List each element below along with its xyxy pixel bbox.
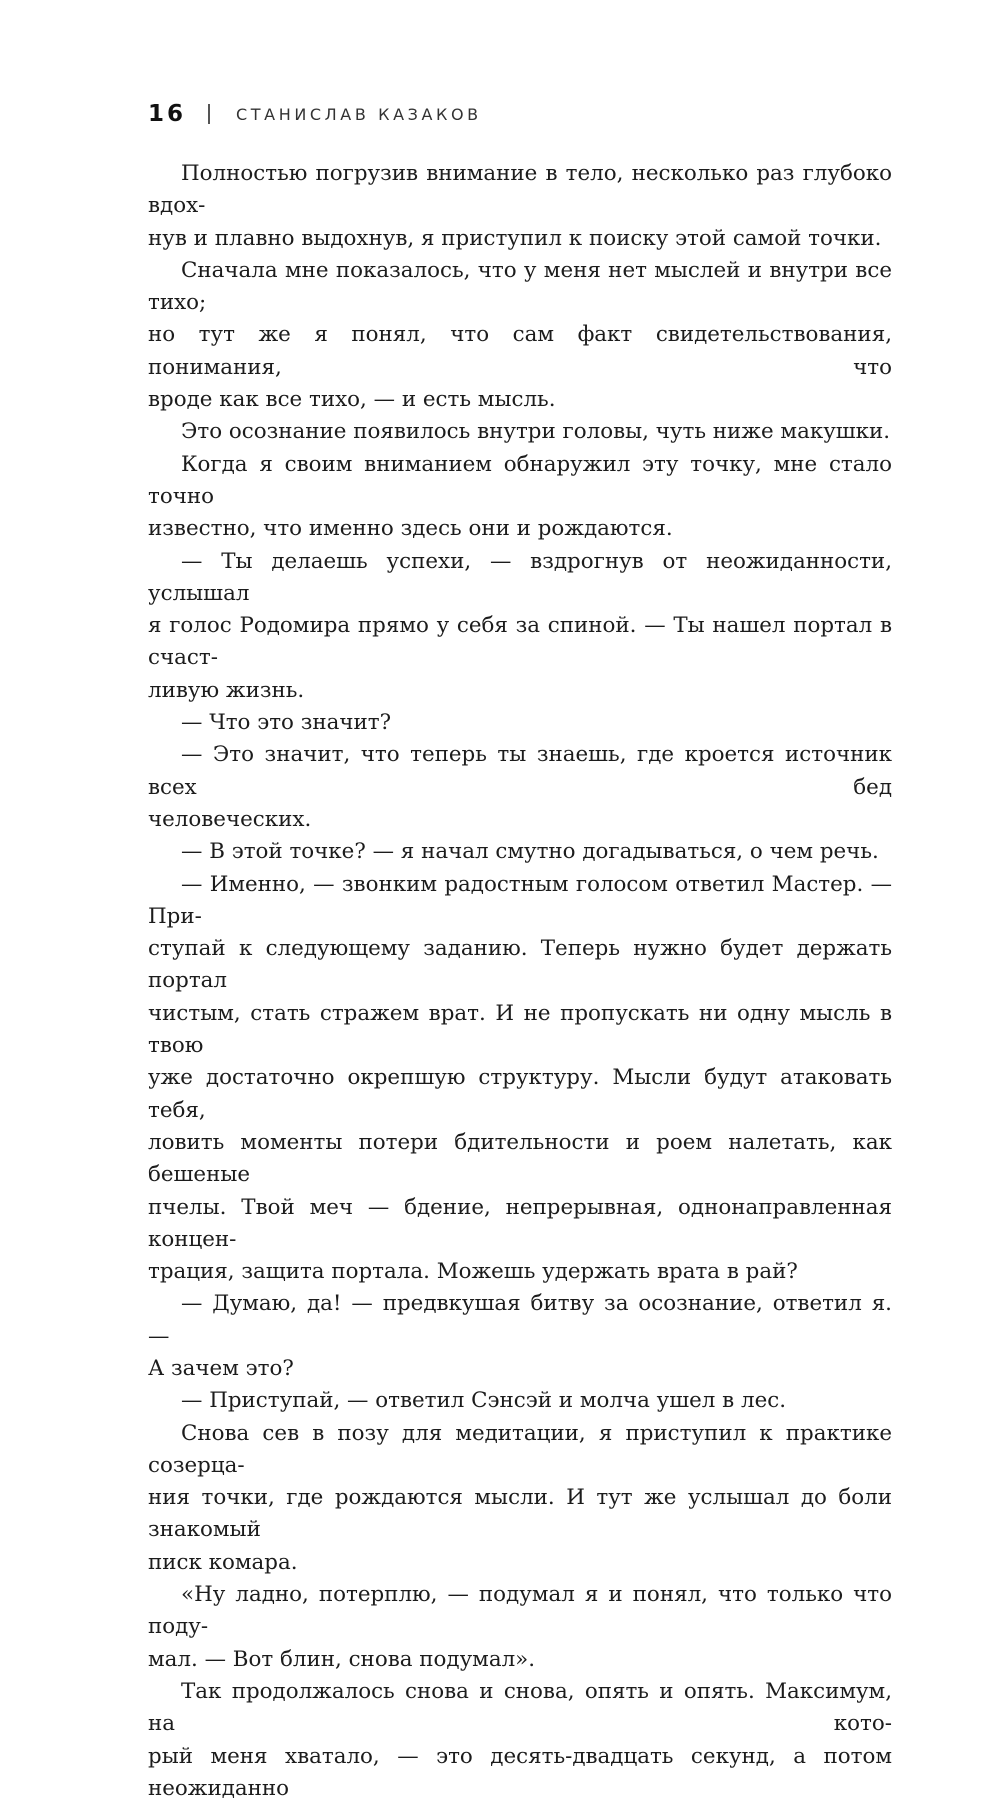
paragraph-first-line: Полностью погрузив внимание в тело, несколько раз глубоко вдох- bbox=[148, 161, 892, 219]
paragraph-line: ловить моменты потери бдительности и роем налетать, как бешеные bbox=[148, 1129, 892, 1188]
paragraph-line: известно, что именно здесь они и рождаются. bbox=[148, 516, 673, 542]
paragraph-line: уже достаточно окрепшую структуру. Мысли будут атаковать тебя, bbox=[148, 1065, 892, 1123]
paragraph-line: ливую жизнь. bbox=[148, 677, 305, 703]
paragraph-line: мал. — Вот блин, снова подумал». bbox=[148, 1646, 536, 1672]
paragraph-line: вроде как все тихо, — и есть мысль. bbox=[148, 387, 556, 413]
paragraph-line: А зачем это? bbox=[148, 1355, 294, 1381]
paragraph-first-line: Так продолжалось снова и снова, опять и опять. Максимум, на кото- bbox=[148, 1678, 892, 1737]
paragraph-line: я голос Родомира прямо у себя за спиной. — Ты нашел портал в счаст- bbox=[148, 613, 892, 671]
paragraph-line: писк комара. bbox=[148, 1549, 298, 1575]
author-running-head: СТАНИСЛАВ КАЗАКОВ bbox=[236, 104, 482, 124]
paragraph-line: ния точки, где рождаются мысли. И тут же услышал до боли знакомый bbox=[148, 1485, 892, 1543]
paragraph-first-line: Когда я своим вниманием обнаружил эту точку, мне стало точно bbox=[148, 451, 892, 509]
paragraph-line: но тут же я понял, что сам факт свидетельствования, понимания, что bbox=[148, 322, 892, 380]
paragraph-first-line: «Ну ладно, потерплю, — подумал я и понял, что только что поду- bbox=[148, 1582, 892, 1640]
paragraph-first-line: — В этой точке? — я начал смутно догадываться, о чем речь. bbox=[181, 839, 879, 865]
running-header bbox=[148, 96, 482, 132]
paragraph-first-line: Это осознание появилось внутри головы, чуть ниже макушки. bbox=[181, 419, 891, 445]
body-text bbox=[148, 158, 892, 1805]
paragraph-first-line: — Это значит, что теперь ты знаешь, где кроется источник всех бед bbox=[148, 742, 892, 800]
paragraph-first-line: — Ты делаешь успехи, — вздрогнув от неожиданности, услышал bbox=[148, 548, 892, 606]
paragraph-first-line: — Именно, — звонким радостным голосом ответил Мастер. — При- bbox=[148, 871, 892, 929]
paragraph-line: пчелы. Твой меч — бдение, непрерывная, однонаправленная концен- bbox=[148, 1194, 892, 1252]
paragraph-line: рый меня хватало, — это десять-двадцать секунд, а потом неожиданно bbox=[148, 1743, 892, 1801]
paragraph-line: ступай к следующему заданию. Теперь нужно будет держать портал bbox=[148, 936, 892, 994]
paragraph-line: чистым, стать стражем врат. И не пропускать ни одну мысль в твою bbox=[148, 1000, 892, 1059]
page-number: 16 bbox=[148, 101, 187, 127]
paragraph-first-line: Сначала мне показалось, что у меня нет мыслей и внутри все тихо; bbox=[148, 257, 892, 316]
paragraph-line: человеческих. bbox=[148, 806, 312, 832]
paragraph-line: трация, защита портала. Можешь удержать врата в рай? bbox=[148, 1259, 798, 1285]
paragraph-first-line: — Думаю, да! — предвкушая битву за осознание, ответил я. — bbox=[148, 1291, 892, 1349]
paragraph-first-line: Снова сев в позу для медитации, я приступил к практике созерца- bbox=[148, 1420, 892, 1478]
paragraph-first-line: — Приступай, — ответил Сэнсэй и молча ушел в лес. bbox=[181, 1388, 787, 1414]
header-divider bbox=[208, 104, 210, 124]
paragraph-line: нув и плавно выдохнув, я приступил к поиску этой самой точки. bbox=[148, 225, 882, 251]
paragraph-first-line: — Что это значит? bbox=[181, 710, 392, 736]
